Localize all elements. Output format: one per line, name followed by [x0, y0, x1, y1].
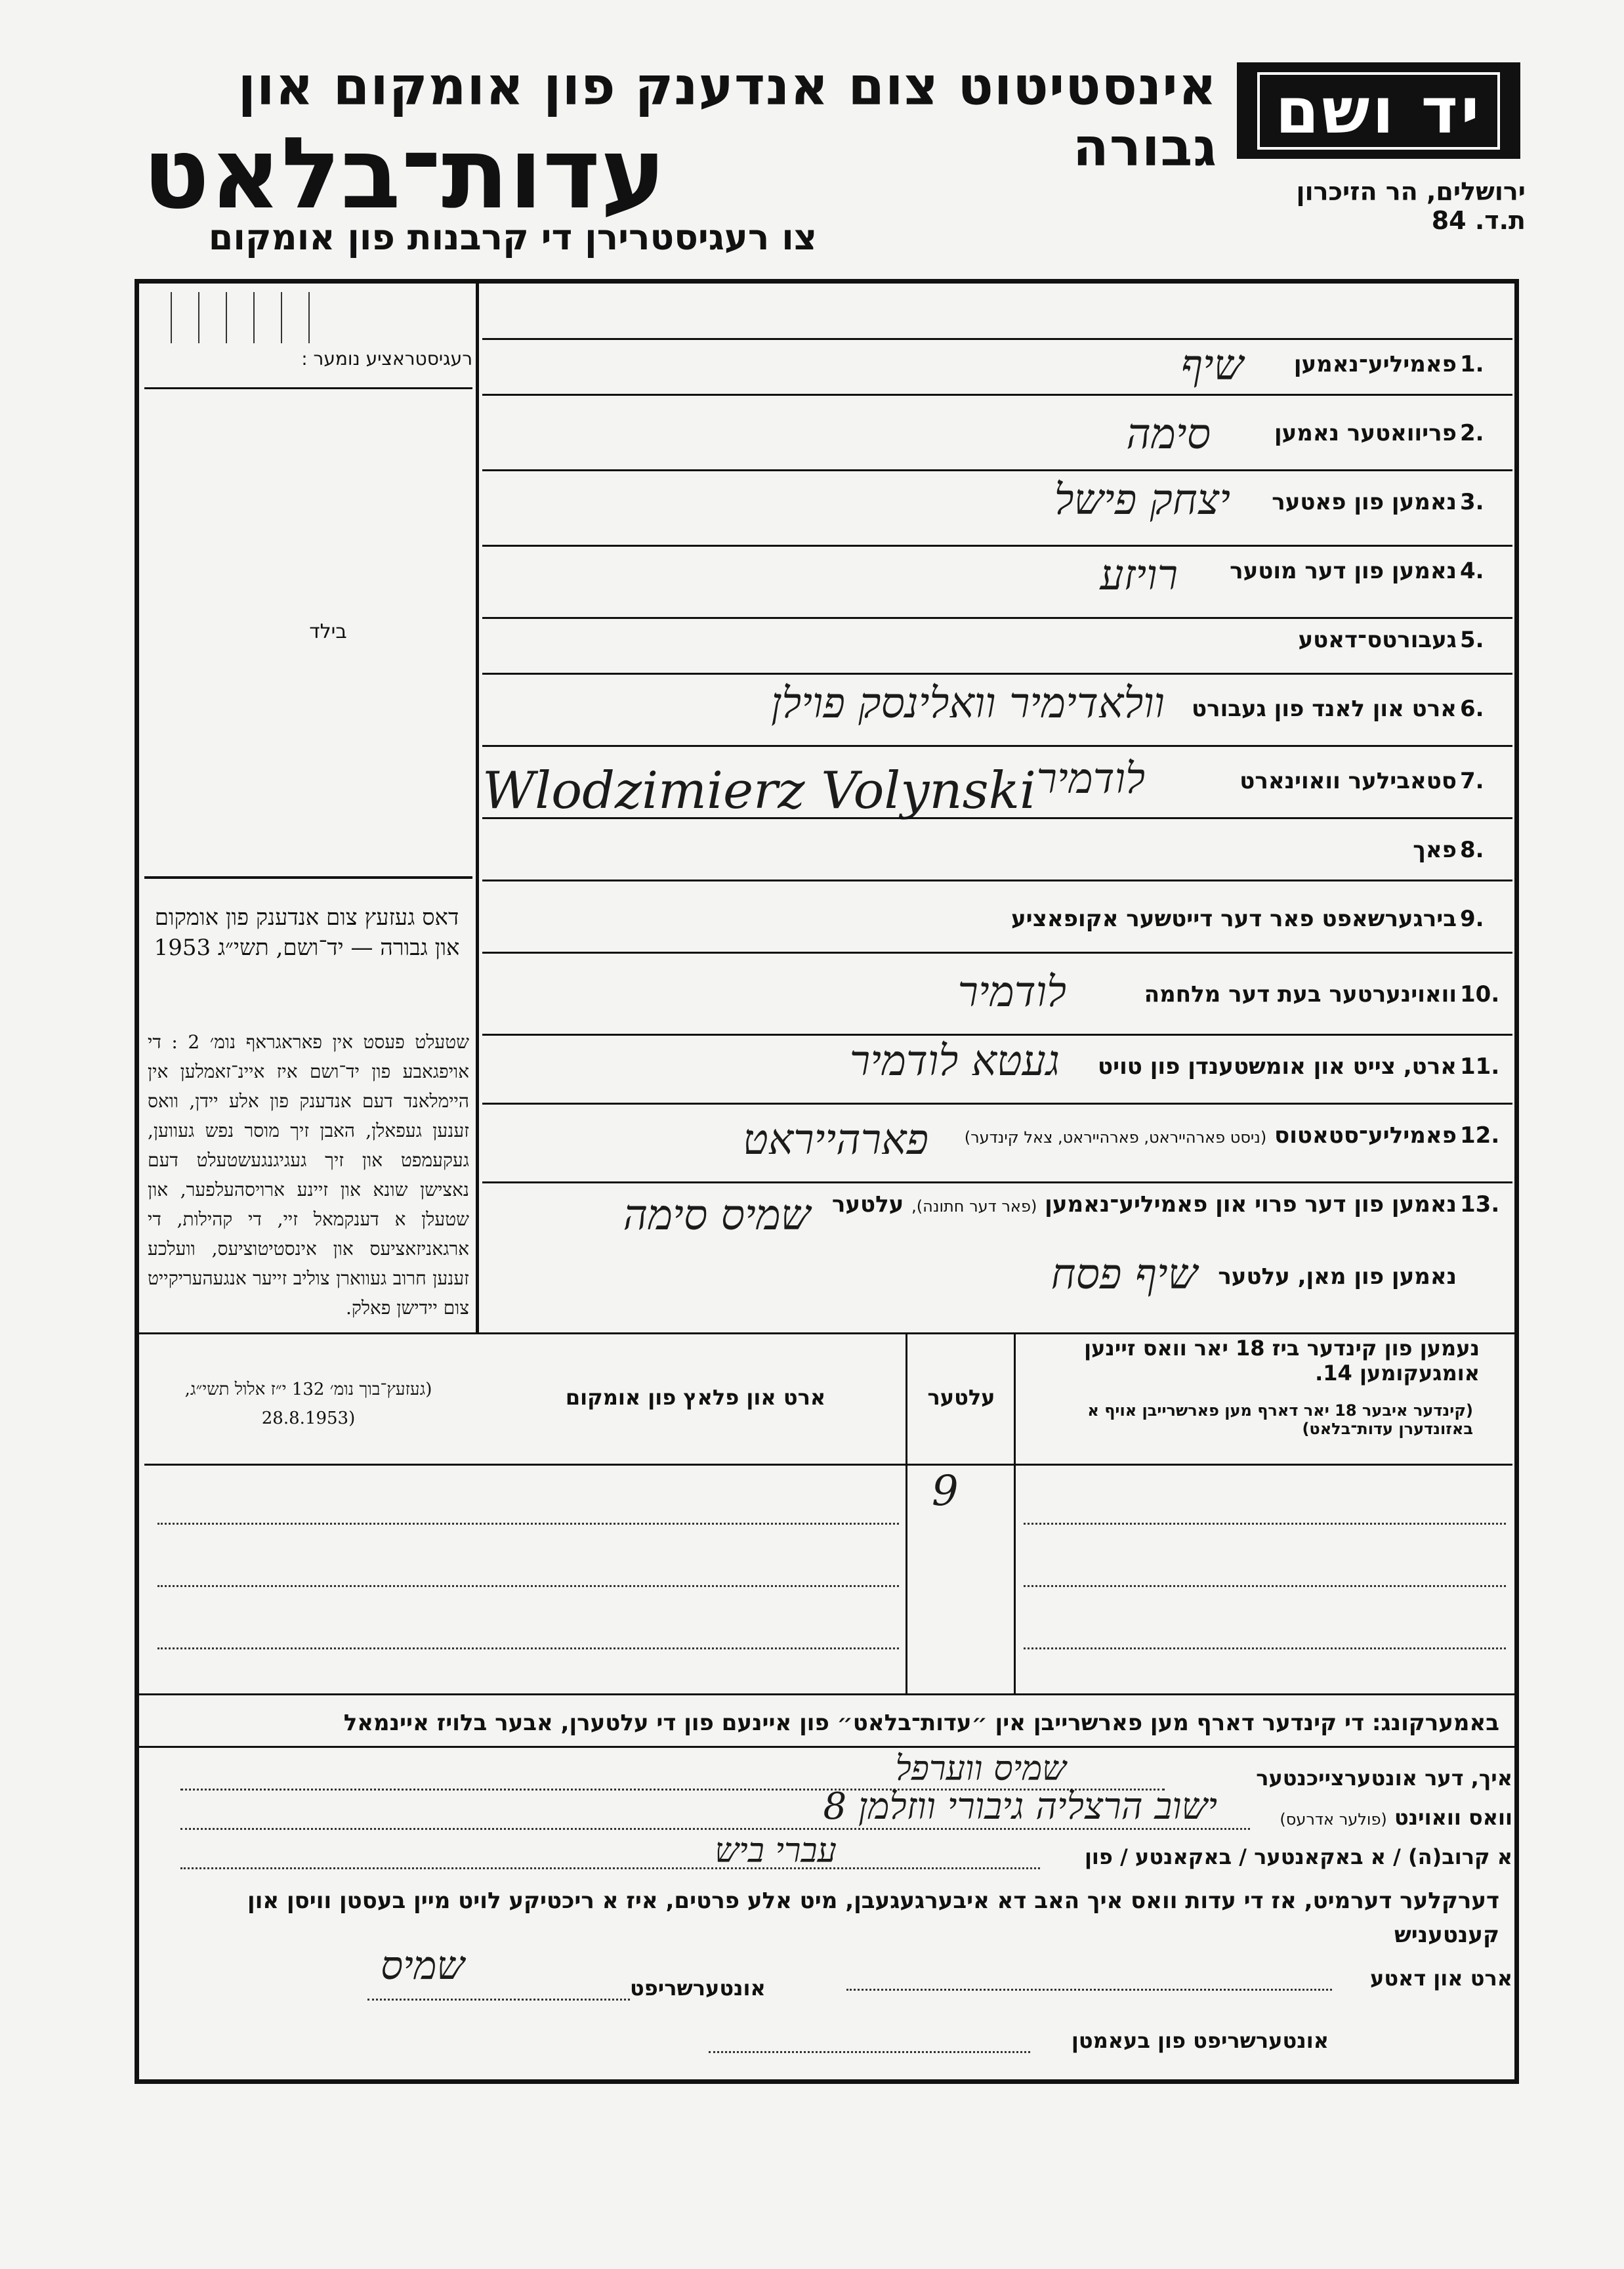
wife-name-label-text: נאמען פון דער פרוי און פאמיליע־נאמען [1045, 1191, 1457, 1218]
field-label-first-name: פריוואטער נאמען [1274, 420, 1457, 446]
field-value-father-name[interactable]: יצחק פישל [1054, 476, 1230, 524]
row-divider [482, 1181, 1512, 1183]
row-divider [482, 673, 1512, 675]
row-divider [482, 338, 1512, 340]
signer-address-label [1280, 1805, 1512, 1830]
table-row-line [1024, 1585, 1506, 1587]
row-divider [482, 952, 1512, 954]
row-divider [482, 1034, 1512, 1036]
field-value-family-name[interactable]: שיף [1180, 341, 1243, 390]
table-row-line [1024, 1647, 1506, 1649]
wife-name-note: (פאר דער חתונה), [911, 1197, 1037, 1216]
row-divider [482, 745, 1512, 747]
reg-cell[interactable] [144, 292, 172, 343]
wife-name-label-suffix: עלטער [831, 1191, 904, 1218]
place-date-line[interactable] [846, 1989, 1332, 1991]
field-number: 5. [1460, 627, 1484, 653]
table-row-line [157, 1523, 899, 1525]
table-row-line [157, 1585, 899, 1587]
signature-label: אונטערשריפט [630, 1976, 766, 2001]
row-divider [482, 469, 1512, 471]
signer-address-line [180, 1828, 1250, 1830]
field-label-citizenship: בירגערשאפט פאר דער דייטשער אקופאציע [1011, 906, 1457, 932]
table-row-line [1024, 1523, 1506, 1525]
remark-rule [135, 1746, 1519, 1748]
field-number: 1. [1460, 351, 1484, 377]
signer-relation-label: א קרוב(ה) / א באקאנטער / באקאנטע / פון [1084, 1844, 1512, 1869]
signature-line[interactable] [367, 1999, 630, 2001]
children-header-age: עלטער [927, 1385, 995, 1410]
logo-text: יד ושם [1257, 72, 1501, 150]
row-divider [482, 394, 1512, 396]
field-label-husband-name: נאמען פון מאן, עלטער [1218, 1263, 1457, 1290]
page-subtitle: צו רעגיסטרירן די קרבנות פון אומקום [208, 217, 817, 258]
field-value-residence[interactable]: לודמיר [1036, 755, 1145, 803]
field-label-death-circumstances: ארט, צייט און אומשטענדן פון טויט [1097, 1053, 1457, 1080]
remark: באמערקונג: די קינדער דארף מען פארשרייבן אין ״עדות־בלאט״ פון איינעם פון די עלטערן, אבער בלויז איינמאל [343, 1710, 1499, 1736]
field-label-wartime-residence: וואוינערטער בעת דער מלחמה [1144, 981, 1457, 1007]
law-reference: (געזעץ־בוך נומ׳ 132 י״ז אלול תשי״ג, (28.8.1953 [184, 1380, 432, 1428]
field-number: 7. [1460, 768, 1484, 794]
field-number: 3. [1460, 489, 1484, 515]
declaration: דערקלער דערמיט, אז די עדות וואס איך האב דא איבערגעגעבן, מיט אלע פרטים, איז א ריכטיקע לויט מיין בעסטן וויסן און קענטעניש [247, 1888, 1499, 1948]
row-divider [482, 545, 1512, 547]
children-header-place: ארט און פלאץ פון אומקום [565, 1385, 826, 1410]
children-header-main [1020, 1336, 1480, 1386]
child-age[interactable]: 9 [932, 1467, 959, 1516]
page-title: עדות־בלאט [142, 117, 666, 231]
field-label-family-status [965, 1122, 1457, 1149]
reg-cell[interactable] [172, 292, 199, 343]
field-value-mother-name[interactable]: רויזע [1100, 551, 1178, 600]
field-number: 4. [1460, 558, 1484, 584]
field-number: 13. [1460, 1191, 1500, 1218]
field-number: 6. [1460, 696, 1484, 722]
law-title: דאס געזעץ צום אנדענק פון אומקום און גבורה — יד־ושם, תשי״ג 1953 [154, 904, 460, 961]
field-value-death-circumstances[interactable]: געטא לודמיר [849, 1037, 1060, 1086]
table-row-line [157, 1647, 899, 1649]
field-number: 11. [1460, 1053, 1500, 1080]
section-divider [135, 1332, 1519, 1334]
law-body: שטעלט פעסט אין פאראגראף נומ׳ 2 : די אויפגאבע פון יד־ושם איז איינ־זאמלען אין היימלאנד דעם אנדענק פון אלע יידן, וואס זענען געפאלן, האבן זיך מוסר נפש געווען, געקעמפט און זיך געגיגנגעשטעלט דעם נאצישן שונא און זיינע ארויסהעלפער, און שטעלן א דענקמאל זיי, די קהילות, די ארגאניזאציעס און אינסטיטוציעס, וועלכע זענען חרוב געווארן צוליב זייער אנגעהעריקייט צום יידישן פאלק. [148, 1031, 470, 1319]
signature-value[interactable]: שמיס [381, 1943, 465, 1989]
signer-relation-line [180, 1867, 1040, 1869]
official-signature-label: אונטערשריפט פון בעאמטן [1071, 2028, 1329, 2053]
field-value-birthplace[interactable]: וולאדימיר וואלינסק פוילן [770, 679, 1165, 728]
photo-label: בילד [309, 620, 347, 643]
row-divider [482, 880, 1512, 881]
children-header-note: (קינדער איבער 18 יאר דארף מען פארשרייבן אויף א באזונדערן עדות־בלאט) [1087, 1401, 1473, 1438]
field-label-birthplace: ארט און לאנד פון געבורט [1192, 696, 1457, 722]
field-label-mother-name: נאמען פון דער מוטער [1230, 558, 1457, 584]
reg-cell[interactable] [282, 292, 310, 343]
field-label-profession: פאך [1413, 837, 1457, 863]
photo-bottom-rule [144, 876, 472, 879]
children-header-num: 14. [1315, 1361, 1352, 1386]
field-label-father-name: נאמען פון פאטער [1272, 489, 1457, 515]
signer-address-value[interactable]: ישוב הרצליה גיבורי ווזלמן 8 [823, 1785, 1217, 1828]
row-divider [482, 817, 1512, 819]
signer-address-note: (פולער אדרעס) [1280, 1810, 1387, 1829]
registration-number-label: רעגיסטראציע נומער : [301, 348, 472, 370]
reg-cell[interactable] [255, 292, 282, 343]
address [1184, 177, 1526, 235]
table-bottom-rule [135, 1693, 1519, 1695]
signer-relation-value[interactable]: עברי ביש [715, 1831, 837, 1871]
family-status-label-text: פאמיליע־סטאטוס [1274, 1122, 1457, 1149]
field-label-wife-name [832, 1191, 1457, 1218]
children-header-main-text: נעמען פון קינדער ביז 18 יאר וואס זיינען אומגעקומען [1084, 1336, 1480, 1386]
field-label-residence: סטאבילער וואוינארט [1239, 768, 1457, 794]
field-value-family-status[interactable]: פארהייראט [743, 1116, 928, 1164]
reg-cell[interactable] [199, 292, 227, 343]
field-number: 8. [1460, 837, 1484, 863]
field-number: 10. [1460, 981, 1500, 1007]
table-col-divider [906, 1332, 907, 1693]
row-divider [482, 1103, 1512, 1105]
registration-number-boxes[interactable] [144, 292, 472, 345]
field-label-family-name: פאמיליע־נאמען [1293, 351, 1457, 377]
signer-address-label-text: וואס וואוינט [1394, 1805, 1512, 1830]
yad-vashem-logo [1237, 62, 1520, 159]
field-value-wartime-residence[interactable]: לודמיר [957, 968, 1066, 1017]
field-value-wife-name[interactable]: שמיס סימה [623, 1191, 810, 1240]
field-value-residence-latin[interactable]: Wlodzimierz Volynski [482, 761, 1036, 820]
field-number: 2. [1460, 420, 1484, 446]
institute-name: אינסטיטוט צום אנדענק פון אומקום און גבורה [238, 56, 1217, 178]
field-number: 9. [1460, 906, 1484, 932]
address-line-1: ירושלים, הר הזיכרון [1296, 177, 1526, 206]
address-line-2: ת.ד. 84 [1431, 206, 1526, 235]
signer-name-label: איך, דער אונטערצייכנטער [1256, 1766, 1512, 1791]
photo-top-rule [144, 387, 472, 389]
signer-name-value[interactable]: שמיס ווערפל [895, 1749, 1066, 1789]
official-signature-line[interactable] [709, 2051, 1030, 2053]
table-header-rule [144, 1464, 1512, 1466]
family-status-note: (ניסט פארהייראט, פארהייראט, צאל קינדער) [964, 1128, 1267, 1147]
field-value-first-name[interactable]: סימה [1126, 410, 1211, 459]
row-divider [482, 617, 1512, 619]
field-number: 12. [1460, 1122, 1500, 1149]
table-col-divider [1014, 1332, 1016, 1693]
reg-cell[interactable] [227, 292, 255, 343]
place-date-label: ארט און דאטע [1370, 1966, 1512, 1991]
field-value-husband-name[interactable]: שיף פסח [1051, 1250, 1197, 1299]
field-label-birth-date: געבורטס־דאטע [1298, 627, 1457, 653]
